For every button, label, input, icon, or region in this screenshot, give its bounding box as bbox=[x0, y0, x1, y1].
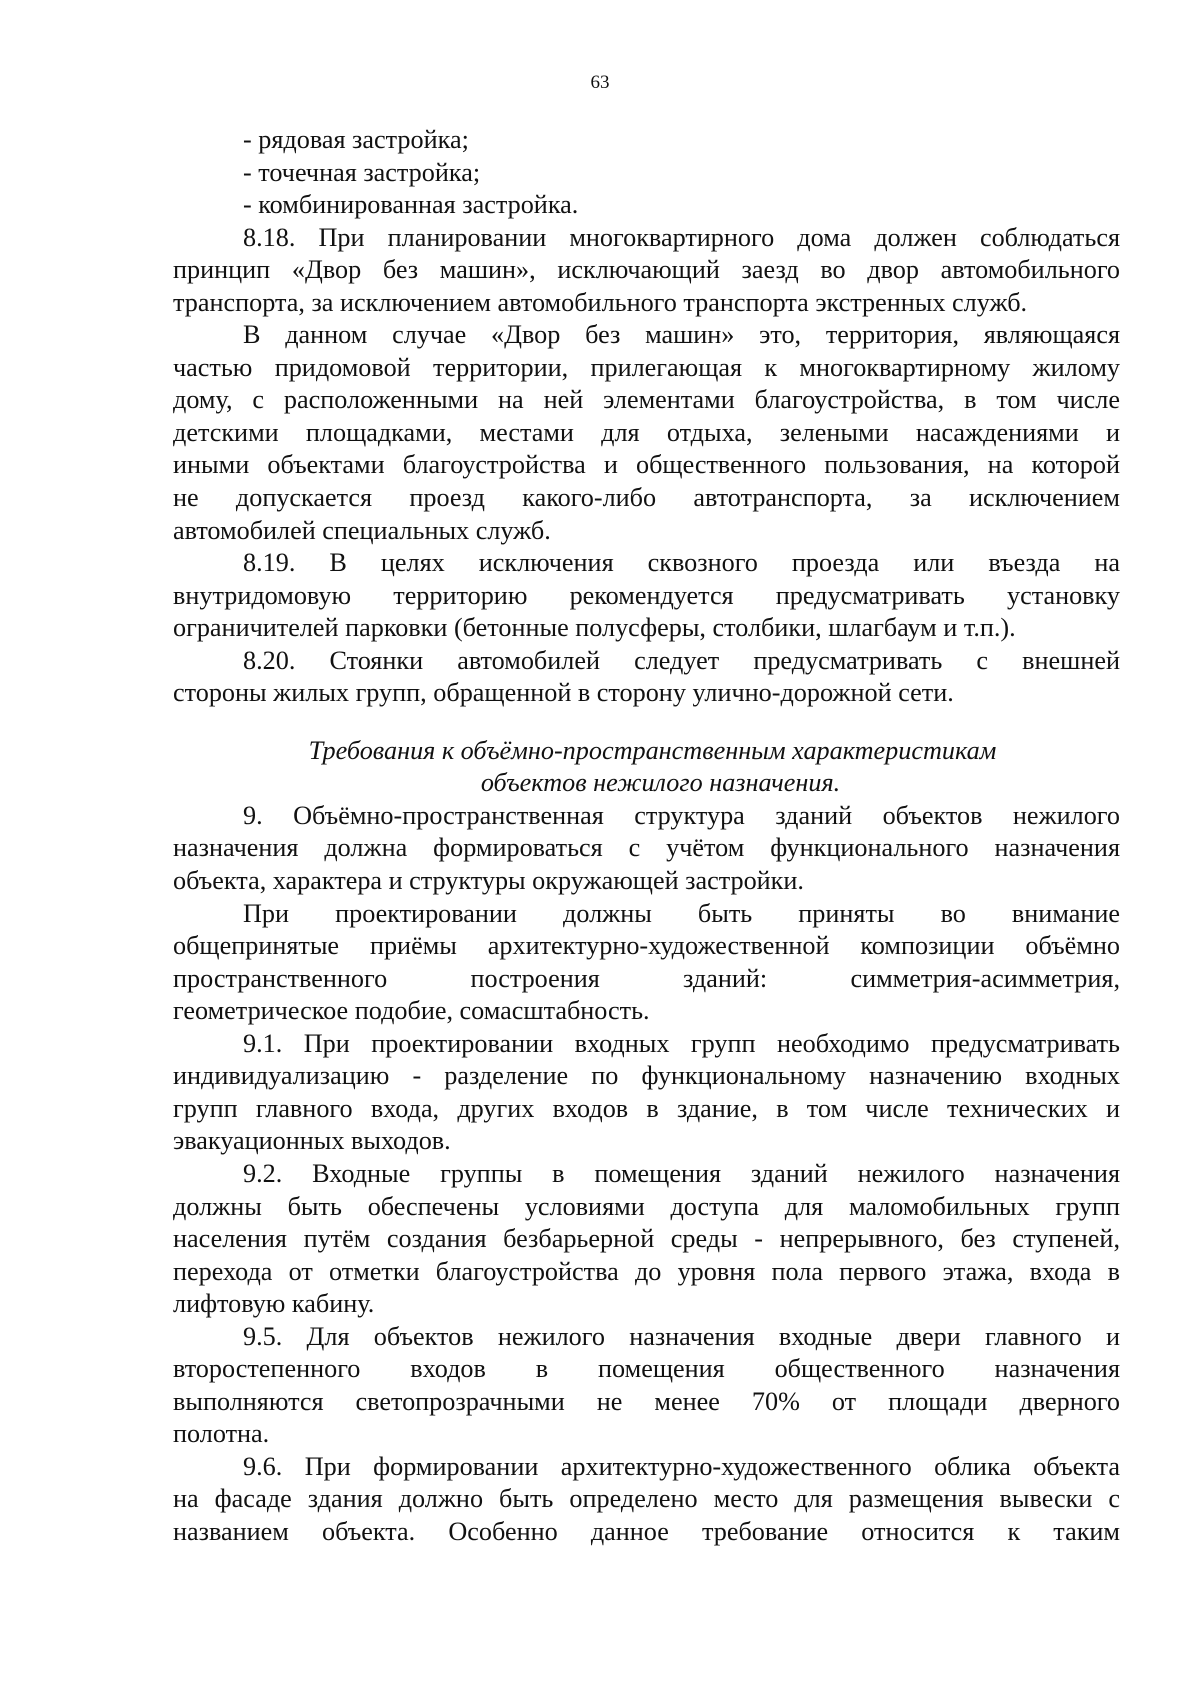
paragraph-line: перехода от отметки благоустройства до уровня пола первого этажа, входа в bbox=[173, 1256, 1120, 1286]
paragraph-line: полотна. bbox=[173, 1419, 270, 1449]
list-item: - комбинированная застройка. bbox=[243, 190, 579, 220]
paragraph-line: принцип «Двор без машин», исключающий заезд во двор автомобильного bbox=[173, 255, 1120, 285]
paragraph-line: 8.18. При планировании многоквартирного дома должен соблюдаться bbox=[243, 222, 1120, 252]
paragraph-line: общепринятые приёмы архитектурно-художественной композиции объёмно bbox=[173, 931, 1120, 961]
page-number: 63 bbox=[590, 72, 610, 93]
paragraph-line: При проектировании должны быть приняты во внимание bbox=[243, 898, 1120, 928]
section-heading: Требования к объёмно-пространственным характеристикам bbox=[308, 735, 997, 765]
paragraph-line: не допускается проезд какого-либо автотранспорта, за исключением bbox=[173, 483, 1120, 513]
paragraph-line: населения путём создания безбарьерной среды - непрерывного, без ступеней, bbox=[173, 1224, 1120, 1254]
list-item: - рядовая застройка; bbox=[243, 125, 469, 154]
paragraph-line: детскими площадками, местами для отдыха, зелеными насаждениями и bbox=[173, 417, 1120, 447]
paragraph-line: дому, с расположенными на ней элементами благоустройства, в том числе bbox=[173, 385, 1120, 415]
paragraph-line: на фасаде здания должно быть определено место для размещения вывески с bbox=[173, 1484, 1120, 1514]
paragraph-line: стороны жилых групп, обращенной в сторону улично-дорожной сети. bbox=[173, 678, 954, 708]
paragraph-line: должны быть обеспечены условиями доступа для маломобильных групп bbox=[173, 1191, 1120, 1221]
paragraph-line: выполняются светопрозрачными не менее 70% от площади дверного bbox=[173, 1386, 1120, 1416]
paragraph-line: названием объекта. Особенно данное требование относится к таким bbox=[173, 1516, 1120, 1546]
paragraph-line: иными объектами благоустройства и общественного пользования, на которой bbox=[173, 450, 1120, 480]
paragraph-line: внутридомовую территорию рекомендуется предусматривать установку bbox=[173, 580, 1120, 610]
paragraph-line: 8.19. В целях исключения сквозного проезда или въезда на bbox=[243, 548, 1120, 578]
paragraph-line: 8.20. Стоянки автомобилей следует предусматривать с внешней bbox=[243, 645, 1120, 675]
paragraph-line: эвакуационных выходов. bbox=[173, 1126, 451, 1156]
paragraph-line: объекта, характера и структуры окружающей застройки. bbox=[173, 866, 804, 896]
list-item: - точечная застройка; bbox=[243, 157, 481, 187]
paragraph-line: лифтовую кабину. bbox=[173, 1289, 375, 1319]
paragraph-line: В данном случае «Двор без машин» это, территория, являющаяся bbox=[243, 320, 1120, 350]
paragraph-line: частью придомовой территории, прилегающая к многоквартирному жилому bbox=[173, 352, 1120, 382]
paragraph-line: индивидуализацию - разделение по функциональному назначению входных bbox=[173, 1061, 1120, 1091]
paragraph-line: геометрическое подобие, сомасштабность. bbox=[173, 996, 650, 1026]
paragraph-line: 9.5. Для объектов нежилого назначения входные двери главного и bbox=[243, 1321, 1120, 1351]
paragraph-line: групп главного входа, других входов в здание, в том числе технических и bbox=[173, 1093, 1120, 1123]
paragraph-line: 9.2. Входные группы в помещения зданий нежилого назначения bbox=[243, 1158, 1120, 1188]
paragraph-line: 9.6. При формировании архитектурно-художественного облика объекта bbox=[243, 1451, 1120, 1481]
section-heading: объектов нежилого назначения. bbox=[480, 768, 841, 798]
paragraph-line: транспорта, за исключением автомобильного транспорта экстренных служб. bbox=[173, 287, 1028, 317]
paragraph-line: 9.1. При проектировании входных групп необходимо предусматривать bbox=[243, 1028, 1120, 1058]
paragraph-line: второстепенного входов в помещения общественного назначения bbox=[173, 1354, 1120, 1384]
document-body bbox=[173, 124, 1120, 1549]
paragraph-line: 9. Объёмно-пространственная структура зданий объектов нежилого bbox=[243, 800, 1120, 830]
paragraph-line: автомобилей специальных служб. bbox=[173, 515, 551, 545]
paragraph-line: пространственного построения зданий: симметрия-асимметрия, bbox=[173, 963, 1120, 993]
paragraph-line: назначения должна формироваться с учётом функционального назначения bbox=[173, 833, 1120, 863]
paragraph-line: ограничителей парковки (бетонные полусферы, столбики, шлагбаум и т.п.). bbox=[173, 613, 1016, 643]
